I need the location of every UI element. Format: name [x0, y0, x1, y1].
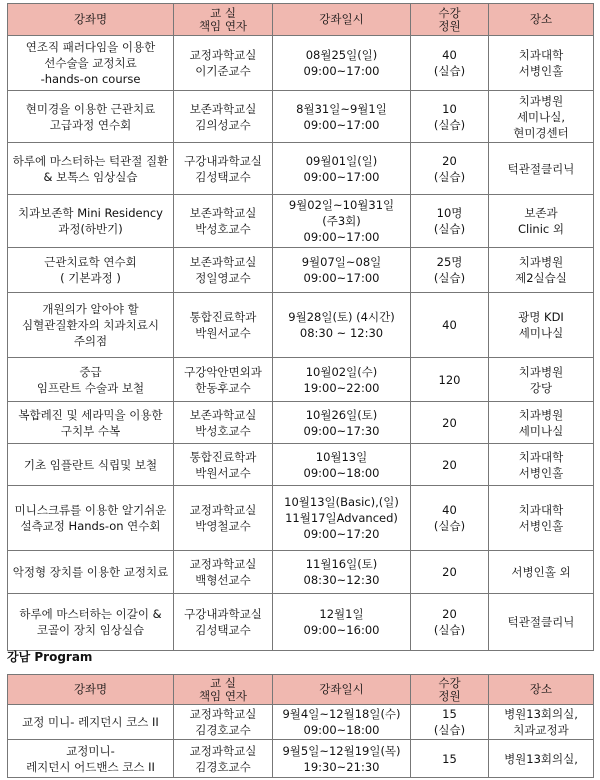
cell-text: 보존과학교실	[189, 101, 257, 116]
cell-text: 백형선교수	[195, 573, 251, 587]
cell-text: 20	[442, 415, 457, 430]
cell-text: 10월02일(수)	[305, 364, 378, 379]
location-cell	[489, 358, 594, 402]
instructor-cell	[174, 143, 273, 195]
instructor-cell	[174, 705, 273, 740]
cell-text: 연조직 패러다임을 이용한	[25, 40, 156, 54]
table-row	[8, 551, 594, 594]
cell-text: 치과대학	[518, 48, 564, 62]
cell-text: 25명	[436, 255, 463, 269]
cell-text: 9월02일~10월31일	[288, 198, 395, 212]
cell-text: 박성호교수	[195, 222, 251, 236]
cell-text: 19:30~21:30	[303, 759, 380, 774]
cell-text: (실습)	[433, 271, 466, 285]
datetime-cell	[273, 740, 411, 778]
cell-text: 구강악안면외과	[184, 364, 262, 379]
course-name-cell	[8, 248, 174, 293]
cell-text: ( 기본과정 )	[60, 271, 121, 285]
course-name-cell	[8, 594, 174, 651]
datetime-cell	[273, 402, 411, 444]
cell-text: 고급과정 연수회	[49, 117, 132, 132]
location-cell	[489, 594, 594, 651]
course-name-cell	[8, 143, 174, 195]
cell-text: 현미경센터	[513, 125, 569, 140]
datetime-cell	[273, 486, 411, 551]
cell-text: 19:00~22:00	[303, 380, 380, 395]
cell-text: 교정 미니- 레지던시 코스 II	[22, 715, 159, 729]
location-cell	[489, 705, 594, 740]
capacity-cell	[411, 248, 489, 293]
cell-text: 08:30 ~ 12:30	[299, 326, 384, 340]
cell-text: 11월17일Advanced)	[285, 511, 398, 525]
cell-text: 교정과학교실	[189, 557, 257, 571]
cell-text: 중급	[79, 364, 102, 379]
table-row	[8, 444, 594, 486]
location-cell	[489, 551, 594, 594]
instructor-cell	[174, 248, 273, 293]
cell-text: 김경호교수	[195, 723, 251, 737]
cell-text: 치과교정과	[513, 723, 569, 737]
cell-text: 09:00~17:20	[303, 527, 380, 541]
cell-text: 과정(하반기)	[58, 222, 123, 236]
cell-text: 09:00~18:00	[303, 723, 380, 737]
course-name-cell	[8, 705, 174, 740]
capacity-cell	[411, 36, 489, 91]
cell-text: 12월1일	[319, 607, 364, 621]
cell-text: 치과병원	[518, 364, 564, 379]
cell-text: 통합진료학과	[189, 310, 257, 324]
cell-text: 통합진료학과	[189, 449, 257, 464]
cell-text: 09:00~16:00	[303, 623, 380, 637]
cell-text: 턱관절클리닉	[507, 161, 575, 176]
instructor-cell	[174, 486, 273, 551]
cell-text: 9월07일~08일	[301, 255, 382, 269]
cell-text: 임프란트 수술과 보철	[36, 380, 145, 395]
cell-text: & 보톡스 임상실습	[43, 169, 138, 184]
cell-text: 09월01일(일)	[305, 153, 378, 168]
cell-text: Clinic 외	[518, 222, 564, 236]
cell-text: 박성호교수	[195, 423, 251, 438]
cell-text: 서병인홀	[518, 64, 564, 78]
cell-text: 40	[442, 48, 457, 62]
cell-text: 하루에 마스터하는 턱관절 질환	[12, 153, 169, 168]
table-row	[8, 91, 594, 143]
location-cell	[489, 195, 594, 248]
header-instructor: 교 실 책임 연자	[174, 675, 273, 705]
cell-text: 서병인홀	[518, 465, 564, 480]
header-datetime: 강좌일시	[273, 4, 411, 36]
cell-text: 구강내과학교실	[184, 153, 262, 168]
location-cell	[489, 444, 594, 486]
cell-text: 설측교정 Hands-on 연수회	[20, 519, 161, 533]
cell-text: 복합레진 및 세라믹을 이용한	[18, 407, 163, 422]
cell-text: 20	[442, 153, 457, 168]
cell-text: 교정과학교실	[189, 503, 257, 517]
cell-text: 이기준교수	[195, 64, 251, 78]
cell-text: 20	[442, 607, 457, 621]
cell-text: (실습)	[433, 222, 466, 236]
datetime-cell	[273, 358, 411, 402]
course-name-cell	[8, 358, 174, 402]
course-name-cell	[8, 551, 174, 594]
cell-text: 15	[442, 707, 457, 721]
cell-text: 선수술을 교정치료	[44, 56, 137, 70]
table-row	[8, 486, 594, 551]
cell-text: 구치부 수복	[60, 423, 121, 438]
course-table-main	[7, 3, 594, 651]
cell-text: (실습)	[433, 117, 466, 132]
course-name-cell	[8, 293, 174, 358]
cell-text: 미니스크류를 이용한 알기쉬운	[14, 503, 167, 517]
cell-text: 치과병원	[518, 93, 564, 108]
cell-text: 개원의가 알아야 할	[42, 302, 139, 316]
cell-text: 교정과학교실	[189, 48, 257, 62]
course-name-cell	[8, 36, 174, 91]
cell-text: 9월28일(토) (4시간)	[288, 310, 395, 324]
cell-text: 교정과학교실	[189, 707, 257, 721]
location-cell	[489, 248, 594, 293]
table-row	[8, 594, 594, 651]
cell-text: 기초 임플란트 식립및 보철	[23, 457, 158, 472]
cell-text: 세미나실	[518, 326, 564, 340]
cell-text: 보존과학교실	[189, 206, 257, 220]
cell-text: 8월31일~9월1일	[296, 101, 387, 116]
cell-text: 보존과학교실	[189, 407, 257, 422]
location-cell	[489, 143, 594, 195]
table-header-row	[8, 675, 594, 705]
cell-text: 09:00~17:00	[303, 64, 380, 78]
instructor-cell	[174, 594, 273, 651]
header-instructor: 교 실 책임 연자	[174, 4, 273, 36]
cell-text: 치과보존학 Mini Residency	[18, 206, 163, 220]
header-location: 장소	[489, 4, 594, 36]
cell-text: 09:00~17:00	[303, 230, 380, 244]
cell-text: 10월13일(Basic),(일)	[284, 495, 399, 509]
location-cell	[489, 740, 594, 778]
capacity-cell	[411, 705, 489, 740]
cell-text: 김성택교수	[195, 169, 251, 184]
datetime-cell	[273, 293, 411, 358]
cell-text: 40	[442, 503, 457, 517]
cell-text: 08월25일(일)	[305, 48, 378, 62]
cell-text: 치과병원	[518, 255, 564, 269]
cell-text: 박영철교수	[195, 519, 251, 533]
cell-text: -hands-on course	[40, 72, 141, 86]
cell-text: 심혈관질환자의 치과치료시	[22, 318, 159, 332]
cell-text: 광명 KDI	[518, 310, 564, 324]
cell-text: 주의점	[73, 334, 108, 348]
instructor-cell	[174, 444, 273, 486]
capacity-cell	[411, 740, 489, 778]
cell-text: 15	[442, 751, 457, 766]
datetime-cell	[273, 143, 411, 195]
cell-text: 40	[442, 318, 457, 332]
cell-text: 10월13일	[315, 449, 368, 464]
cell-text: (실습)	[433, 623, 466, 637]
table-row	[8, 248, 594, 293]
capacity-cell	[411, 91, 489, 143]
cell-text: 김경호교수	[195, 759, 251, 774]
table-row	[8, 402, 594, 444]
course-name-cell	[8, 444, 174, 486]
cell-text: 김의성교수	[195, 117, 251, 132]
course-name-cell	[8, 486, 174, 551]
datetime-cell	[273, 36, 411, 91]
capacity-cell	[411, 293, 489, 358]
cell-text: 하루에 마스터하는 이갈이 &	[19, 607, 162, 621]
cell-text: 서병인홀	[518, 519, 564, 533]
datetime-cell	[273, 594, 411, 651]
location-cell	[489, 91, 594, 143]
cell-text: 강당	[529, 380, 553, 395]
cell-text: (실습)	[433, 64, 466, 78]
cell-text: 턱관절클리닉	[507, 615, 575, 629]
cell-text: 교정과학교실	[189, 743, 257, 758]
capacity-cell	[411, 195, 489, 248]
cell-text: 치과대학	[518, 449, 564, 464]
cell-text: 세미나실,	[516, 109, 566, 124]
capacity-cell	[411, 143, 489, 195]
cell-text: 11월16일(토)	[305, 557, 378, 571]
cell-text: 김성택교수	[195, 623, 251, 637]
location-cell	[489, 402, 594, 444]
cell-text: 치과대학	[518, 503, 564, 517]
cell-text: 10명	[436, 206, 463, 220]
table-row	[8, 36, 594, 91]
datetime-cell	[273, 705, 411, 740]
cell-text: 09:00~17:30	[303, 423, 380, 438]
location-cell	[489, 293, 594, 358]
cell-text: (주3회)	[322, 214, 361, 228]
cell-text: 보존과학교실	[189, 255, 257, 269]
cell-text: (실습)	[433, 169, 466, 184]
header-capacity: 수강 정원	[411, 4, 489, 36]
cell-text: 치과병원	[518, 407, 564, 422]
course-name-cell	[8, 195, 174, 248]
table-row	[8, 293, 594, 358]
capacity-cell	[411, 444, 489, 486]
cell-text: 08:30~12:30	[303, 573, 380, 587]
cell-text: 20	[442, 457, 457, 472]
instructor-cell	[174, 551, 273, 594]
cell-text: 레지던시 어드밴스 코스 II	[26, 759, 155, 774]
cell-text: 구강내과학교실	[184, 607, 262, 621]
cell-text: (실습)	[433, 519, 466, 533]
table-header-row	[8, 4, 594, 36]
instructor-cell	[174, 36, 273, 91]
table-row	[8, 740, 594, 778]
section-title-gangnam: 강남 Program	[7, 650, 93, 664]
cell-text: 현미경을 이용한 근관치료	[25, 101, 156, 116]
course-table-gangnam	[7, 674, 594, 778]
header-course-name: 강좌명	[8, 4, 174, 36]
header-datetime: 강좌일시	[273, 675, 411, 705]
cell-text: 서병인홀 외	[511, 565, 571, 579]
datetime-cell	[273, 248, 411, 293]
datetime-cell	[273, 91, 411, 143]
cell-text: 9월5일~12월19일(목)	[282, 743, 401, 758]
cell-text: 20	[442, 565, 457, 579]
cell-text: 병원13회의실,	[504, 707, 578, 721]
course-name-cell	[8, 740, 174, 778]
instructor-cell	[174, 740, 273, 778]
cell-text: 코골이 장치 임상실습	[36, 623, 145, 637]
instructor-cell	[174, 358, 273, 402]
table-row	[8, 195, 594, 248]
cell-text: 09:00~17:00	[303, 169, 380, 184]
cell-text: 09:00~17:00	[303, 271, 380, 285]
location-cell	[489, 36, 594, 91]
header-location: 장소	[489, 675, 594, 705]
capacity-cell	[411, 358, 489, 402]
cell-text: 10월26일(토)	[305, 407, 378, 422]
instructor-cell	[174, 402, 273, 444]
cell-text: 10	[442, 101, 457, 116]
cell-text: 9월4일~12월18일(수)	[282, 707, 401, 721]
cell-text: 악정형 장치를 이용한 교정치료	[12, 565, 169, 579]
cell-text: 보존과	[524, 206, 558, 220]
datetime-cell	[273, 551, 411, 594]
cell-text: 09:00~18:00	[303, 465, 380, 480]
cell-text: 박원서교수	[195, 326, 251, 340]
course-name-cell	[8, 402, 174, 444]
cell-text: 120	[438, 372, 461, 387]
table-row	[8, 358, 594, 402]
capacity-cell	[411, 594, 489, 651]
capacity-cell	[411, 486, 489, 551]
instructor-cell	[174, 195, 273, 248]
cell-text: (실습)	[433, 723, 466, 737]
header-course-name: 강좌명	[8, 675, 174, 705]
datetime-cell	[273, 195, 411, 248]
cell-text: 세미나실	[518, 423, 564, 438]
cell-text: 한동후교수	[195, 380, 251, 395]
instructor-cell	[174, 91, 273, 143]
cell-text: 09:00~17:00	[303, 117, 380, 132]
datetime-cell	[273, 444, 411, 486]
capacity-cell	[411, 551, 489, 594]
instructor-cell	[174, 293, 273, 358]
cell-text: 근관치료학 연수회	[44, 255, 137, 269]
table-row	[8, 143, 594, 195]
cell-text: 병원13회의실,	[504, 751, 578, 766]
course-name-cell	[8, 91, 174, 143]
cell-text: 정일영교수	[195, 271, 251, 285]
cell-text: 박원서교수	[195, 465, 251, 480]
cell-text: 교정미니-	[66, 743, 115, 758]
location-cell	[489, 486, 594, 551]
table-row	[8, 705, 594, 740]
cell-text: 제2실습실	[515, 271, 567, 285]
capacity-cell	[411, 402, 489, 444]
header-capacity: 수강 정원	[411, 675, 489, 705]
